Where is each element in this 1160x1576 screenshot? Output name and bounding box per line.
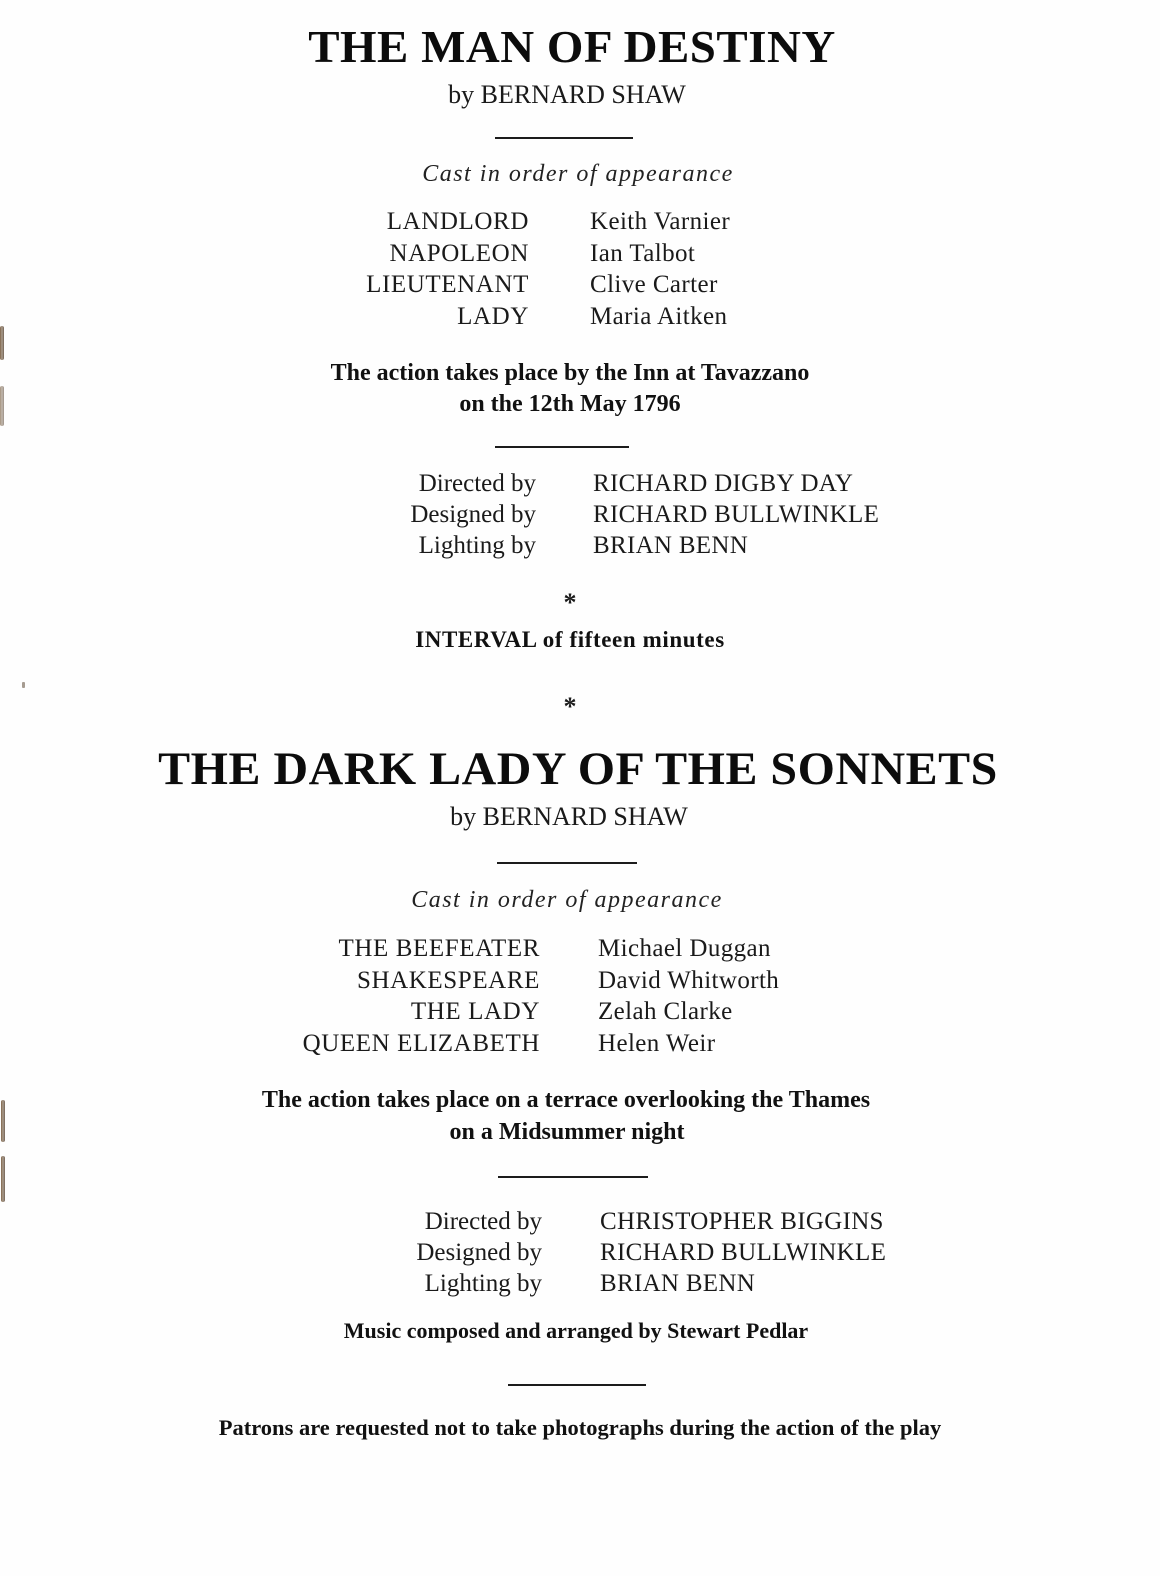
credit-row (380, 468, 879, 499)
music-credit: Music composed and arranged by Stewart Pedlar (343, 1318, 809, 1343)
play2-cast-list (258, 933, 779, 1059)
credit-name: BRIAN BENN (593, 532, 749, 559)
play1-title: THE MAN OF DESTINY (308, 21, 836, 72)
credit-row (385, 1237, 886, 1268)
credit-label: Designed by (416, 1239, 542, 1266)
cast-role: QUEEN ELIZABETH (302, 1029, 540, 1057)
cast-actor: Zelah Clarke (598, 998, 733, 1025)
credit-row (385, 1268, 886, 1299)
play2-credits (385, 1206, 886, 1299)
cast-row (320, 238, 730, 270)
staple-mark-top (0, 326, 4, 360)
divider-rule (508, 1384, 646, 1386)
cast-actor: Ian Talbot (590, 239, 696, 267)
divider-rule (495, 446, 629, 448)
cast-role: THE LADY (410, 998, 540, 1025)
asterisk-separator: * (563, 692, 577, 721)
interval-notice: INTERVAL of fifteen minutes (415, 627, 725, 652)
cast-row (258, 1028, 779, 1060)
cast-row (320, 301, 730, 333)
cast-role: LIEUTENANT (366, 271, 529, 298)
cast-row (258, 965, 779, 997)
credit-row (380, 530, 879, 561)
credit-label: Lighting by (424, 1270, 542, 1297)
credit-name: RICHARD BULLWINKLE (593, 501, 880, 528)
cast-role: NAPOLEON (389, 239, 529, 267)
cast-actor: Michael Duggan (598, 935, 771, 962)
asterisk-separator: * (563, 588, 577, 617)
cast-role: LANDLORD (386, 208, 529, 235)
divider-rule (497, 862, 637, 864)
credit-name: CHRISTOPHER BIGGINS (600, 1208, 884, 1235)
play1-setting-line1: The action takes place by the Inn at Tavazzano (330, 360, 810, 386)
play2-cast-heading: Cast in order of appearance (411, 887, 723, 913)
credit-label: Designed by (410, 501, 536, 528)
cast-row (258, 933, 779, 965)
credit-row (385, 1206, 886, 1237)
cast-actor: Clive Carter (590, 271, 718, 298)
credit-label: Directed by (424, 1208, 542, 1235)
cast-actor: Keith Varnier (590, 208, 731, 235)
cast-role: LADY (457, 302, 529, 330)
cast-actor: Maria Aitken (590, 302, 728, 330)
cast-row (258, 996, 779, 1028)
credit-row (380, 499, 879, 530)
credit-name: RICHARD BULLWINKLE (600, 1239, 887, 1266)
staple-mark-bottom-lower (1, 1156, 5, 1202)
cast-row (320, 269, 730, 301)
play1-cast-heading: Cast in order of appearance (422, 161, 734, 187)
divider-rule (498, 1176, 648, 1178)
cast-role: SHAKESPEARE (356, 966, 540, 994)
play2-setting-line2: on a Midsummer night (449, 1119, 685, 1145)
paper-speck (22, 682, 25, 688)
play1-credits (380, 468, 879, 561)
cast-actor: David Whitworth (598, 966, 780, 994)
play2-setting-line1: The action takes place on a terrace overlooking the Thames (261, 1087, 871, 1113)
photography-notice: Patrons are requested not to take photographs during the action of the play (218, 1415, 942, 1440)
divider-rule (495, 137, 633, 139)
credit-name: RICHARD DIGBY DAY (593, 470, 854, 497)
play2-byline: by BERNARD SHAW (450, 802, 688, 831)
play1-byline: by BERNARD SHAW (448, 80, 686, 109)
play1-cast-list (320, 206, 730, 332)
cast-role: THE BEEFEATER (338, 935, 540, 962)
credit-label: Directed by (418, 470, 536, 497)
cast-actor: Helen Weir (598, 1029, 716, 1057)
play2-title: THE DARK LADY OF THE SONNETS (158, 743, 998, 795)
credit-name: BRIAN BENN (600, 1270, 756, 1297)
credit-label: Lighting by (418, 532, 536, 559)
cast-row (320, 206, 730, 238)
play1-setting-line2: on the 12th May 1796 (459, 391, 681, 417)
